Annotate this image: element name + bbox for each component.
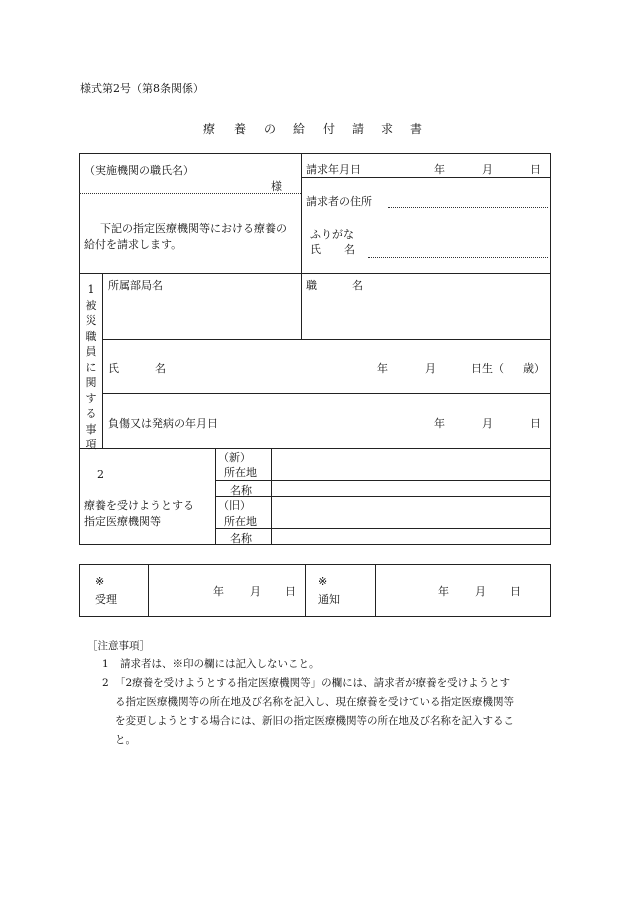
- notice-month: 月: [475, 585, 486, 598]
- job-label-1: 職: [306, 279, 317, 292]
- table-divider: [375, 564, 376, 616]
- request-text-line1: 下記の指定医療機関等における療養の: [100, 222, 287, 235]
- note-2-line3: を変更しようとする場合には、新旧の指定医療機関等の所在地及び名称を記入するこ: [115, 715, 514, 727]
- notice-year: 年: [438, 585, 449, 598]
- note-2-line4: と。: [115, 734, 136, 746]
- requester-name-input-line[interactable]: [368, 257, 548, 258]
- note-1-text: 請求者は、※印の欄には記入しないこと。: [120, 658, 320, 670]
- vertical-char: 職: [85, 329, 97, 343]
- section2-label-line1: 療養を受けようとする: [84, 499, 194, 512]
- old-label: （旧）: [218, 499, 251, 512]
- title-char: 請: [352, 122, 365, 136]
- title-char: 求: [381, 122, 394, 136]
- institution-label: （実施機関の職氏名）: [84, 164, 194, 177]
- new-label: （新）: [218, 451, 251, 464]
- notice-label: 通知: [318, 593, 340, 606]
- table-divider: [305, 564, 306, 616]
- table-divider: [102, 273, 103, 448]
- employee-name-label-1: 氏: [108, 362, 119, 375]
- birth-month: 月: [425, 362, 436, 375]
- note-1-number: 1: [102, 658, 109, 670]
- age-label: 歳）: [523, 362, 545, 375]
- injury-year: 年: [434, 417, 445, 430]
- old-location-label: 所在地: [224, 515, 257, 528]
- title-char: 給: [293, 122, 306, 136]
- sama-label: 様: [271, 180, 282, 193]
- vertical-char: 項: [85, 438, 97, 451]
- vertical-char: 1: [87, 283, 95, 296]
- vertical-char: る: [85, 407, 97, 420]
- employee-name-label-2: 名: [155, 362, 166, 375]
- job-label-2: 名: [352, 279, 363, 292]
- table-divider: [148, 564, 149, 616]
- table-divider: [79, 273, 550, 274]
- table-divider: [215, 528, 550, 529]
- title-char: 療: [203, 122, 216, 136]
- note-2-line2: る指定医療機関等の所在地及び名称を記入し、現在療養を受けている指定医療機関等: [115, 696, 514, 708]
- requester-name-label-1: 氏: [310, 243, 321, 256]
- divider-dotted: [79, 193, 301, 194]
- injury-date-label: 負傷又は発病の年月日: [108, 417, 218, 430]
- vertical-char: 災: [85, 314, 97, 327]
- title-char: 付: [323, 122, 336, 136]
- birth-label: 日生（: [471, 362, 504, 375]
- receipt-label: 受理: [95, 593, 117, 606]
- furigana-label: ふりがな: [310, 228, 354, 241]
- table-border: [79, 153, 551, 154]
- address-label: 請求者の住所: [306, 195, 372, 208]
- injury-month: 月: [482, 417, 493, 430]
- section2-number: 2: [97, 468, 104, 481]
- form-number: 様式第2号（第8条関係）: [80, 82, 204, 95]
- birth-year: 年: [377, 362, 388, 375]
- table-divider: [102, 393, 550, 394]
- requester-name-label-2: 名: [344, 243, 355, 256]
- table-border: [79, 544, 551, 545]
- title-char: 書: [410, 122, 423, 136]
- vertical-char: 員: [85, 345, 97, 358]
- title-char: の: [264, 122, 277, 136]
- date-year: 年: [434, 163, 445, 176]
- table-divider: [215, 480, 550, 481]
- old-name-label: 名称: [230, 532, 252, 545]
- vertical-char: 関: [85, 376, 97, 389]
- table-border: [79, 153, 80, 544]
- notice-day: 日: [510, 585, 521, 598]
- title-char: 養: [234, 122, 247, 136]
- request-date-label: 請求年月日: [306, 163, 361, 176]
- table-border: [79, 564, 80, 616]
- injury-day: 日: [530, 417, 541, 430]
- request-text-line2: 給付を請求します。: [84, 238, 183, 251]
- new-name-label: 名称: [230, 484, 252, 497]
- new-location-label: 所在地: [224, 466, 257, 479]
- receipt-month: 月: [250, 585, 261, 598]
- date-day: 日: [530, 163, 541, 176]
- notice-mark: ※: [318, 575, 328, 588]
- table-border: [79, 616, 551, 617]
- receipt-year: 年: [213, 585, 224, 598]
- receipt-mark: ※: [95, 575, 105, 588]
- table-divider: [102, 339, 550, 340]
- department-label: 所属部局名: [108, 279, 163, 292]
- table-divider: [215, 496, 550, 497]
- table-border: [550, 564, 551, 616]
- vertical-char: す: [85, 391, 97, 405]
- note-2-number: 2: [102, 677, 109, 689]
- vertical-char: に: [85, 360, 97, 374]
- address-input-line[interactable]: [388, 207, 548, 208]
- section2-label-line2: 指定医療機関等: [84, 515, 161, 528]
- table-border: [79, 564, 551, 565]
- note-2-line1: 「2療養を受けようとする指定医療機関等」の欄には、請求者が療養を受けようとす: [115, 677, 511, 689]
- vertical-char: 被: [85, 298, 97, 312]
- notes-header: ［注意事項］: [87, 640, 150, 652]
- date-month: 月: [482, 163, 493, 176]
- table-divider: [79, 448, 550, 449]
- table-divider: [301, 153, 302, 339]
- table-divider: [301, 177, 550, 178]
- receipt-day: 日: [285, 585, 296, 598]
- vertical-char: 事: [85, 422, 97, 436]
- table-border: [550, 153, 551, 544]
